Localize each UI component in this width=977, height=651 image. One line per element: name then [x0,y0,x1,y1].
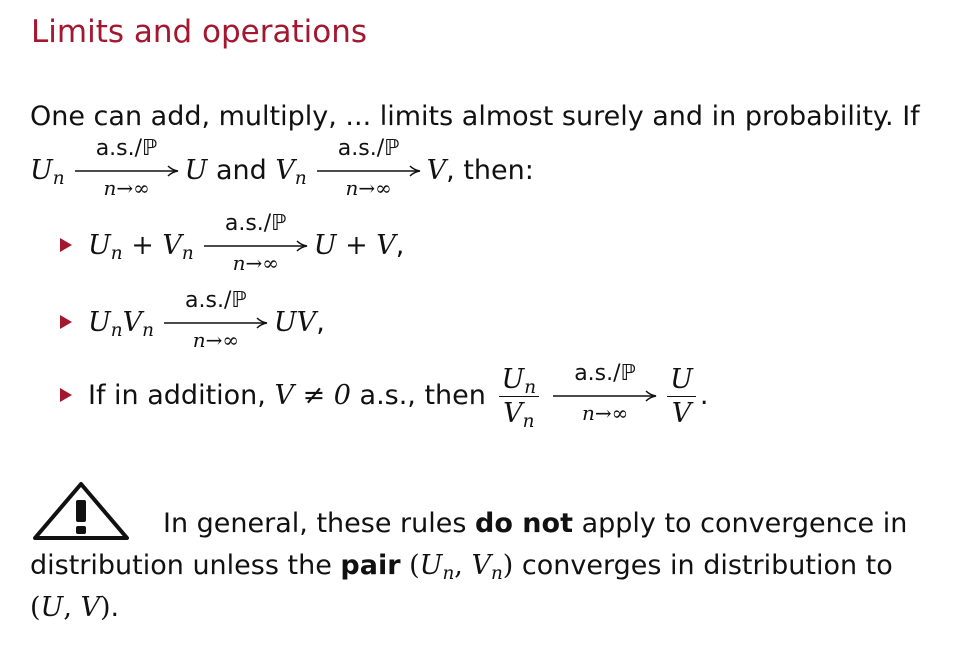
bullet-triangle-icon [60,238,72,252]
arrow-label-above: a.s./ℙ [95,136,158,161]
warning-line-3: (U, V). [30,592,120,623]
arrow-label-below: n→∞ [345,176,392,200]
slide-title: Limits and operations [31,14,368,50]
warning-text-2: apply to convergence in [581,508,908,539]
math-vn: $V_n$ [275,155,307,190]
math-pair-u-v: (U, V) [30,592,111,623]
bullet-3-mid: a.s., then [359,380,486,411]
math-un-plus-vn: $U_n + V_n$ [88,230,194,265]
math-v-neq-0: V ≠ 0 [274,380,351,411]
arrow-label-below: n→∞ [232,251,279,275]
warning-text-4: converges in distribution to [521,550,893,581]
bullet-triangle-icon [60,315,72,329]
arrow-label-below: n→∞ [103,176,150,200]
bullet-item-product: $U_nV_n$ a.s./ℙ n→∞ UV, [60,309,325,337]
bullet-item-quotient: If in addition, V ≠ 0 a.s., then $\frac{U_n}{V_n}$ a.s./ℙ n→∞ $\frac{U}{V}$ . [60,366,708,427]
arrow-label-below: n→∞ [192,328,240,352]
fraction-u-over-v: $\frac{U}{V}$ [667,366,696,427]
warning-text-1: In general, these rules [163,508,467,539]
convergence-arrow [204,211,308,275]
math-un: $U_n$ [30,155,65,190]
convergence-arrow [553,361,657,425]
intro-and: and [215,155,267,186]
intro-then: , then: [446,155,534,186]
arrow-label-above: a.s./ℙ [574,361,636,386]
arrow-label-above: a.s./ℙ [337,136,400,161]
convergence-arrow [317,136,421,200]
arrow-label-below: n→∞ [581,401,629,425]
math-v: V [426,155,447,186]
intro-line-1: One can add, multiply, ... limits almost surely and in probability. If [30,101,920,132]
arrow-label-above: a.s./ℙ [185,288,247,313]
warning-triangle-icon [31,480,131,542]
bullet-3-prefix: If in addition, [88,380,266,411]
bullet-triangle-icon [60,388,72,402]
warning-bold-do-not: do not [475,508,573,539]
math-u-plus-v: U + V [313,230,396,261]
warning-line-1 [163,510,907,537]
fraction-un-over-vn: $\frac{U_n}{V_n}$ [499,366,540,427]
warning-line-2 [30,550,893,585]
intro-line-2 [30,136,534,200]
warning-text-3: distribution unless the [30,550,332,581]
convergence-arrow [164,288,268,352]
math-uv: UV [273,307,317,338]
math-un-vn: $U_nV_n$ [88,307,154,342]
arrow-label-above: a.s./ℙ [224,211,287,236]
math-pair-un-vn: ($U_n$, $V_n$) [409,550,514,585]
warning-bold-pair: pair [340,550,401,581]
convergence-arrow [75,136,179,200]
math-u: U [184,155,208,186]
bullet-item-sum: $U_n + V_n$ a.s./ℙ n→∞ U + V, [60,232,404,260]
